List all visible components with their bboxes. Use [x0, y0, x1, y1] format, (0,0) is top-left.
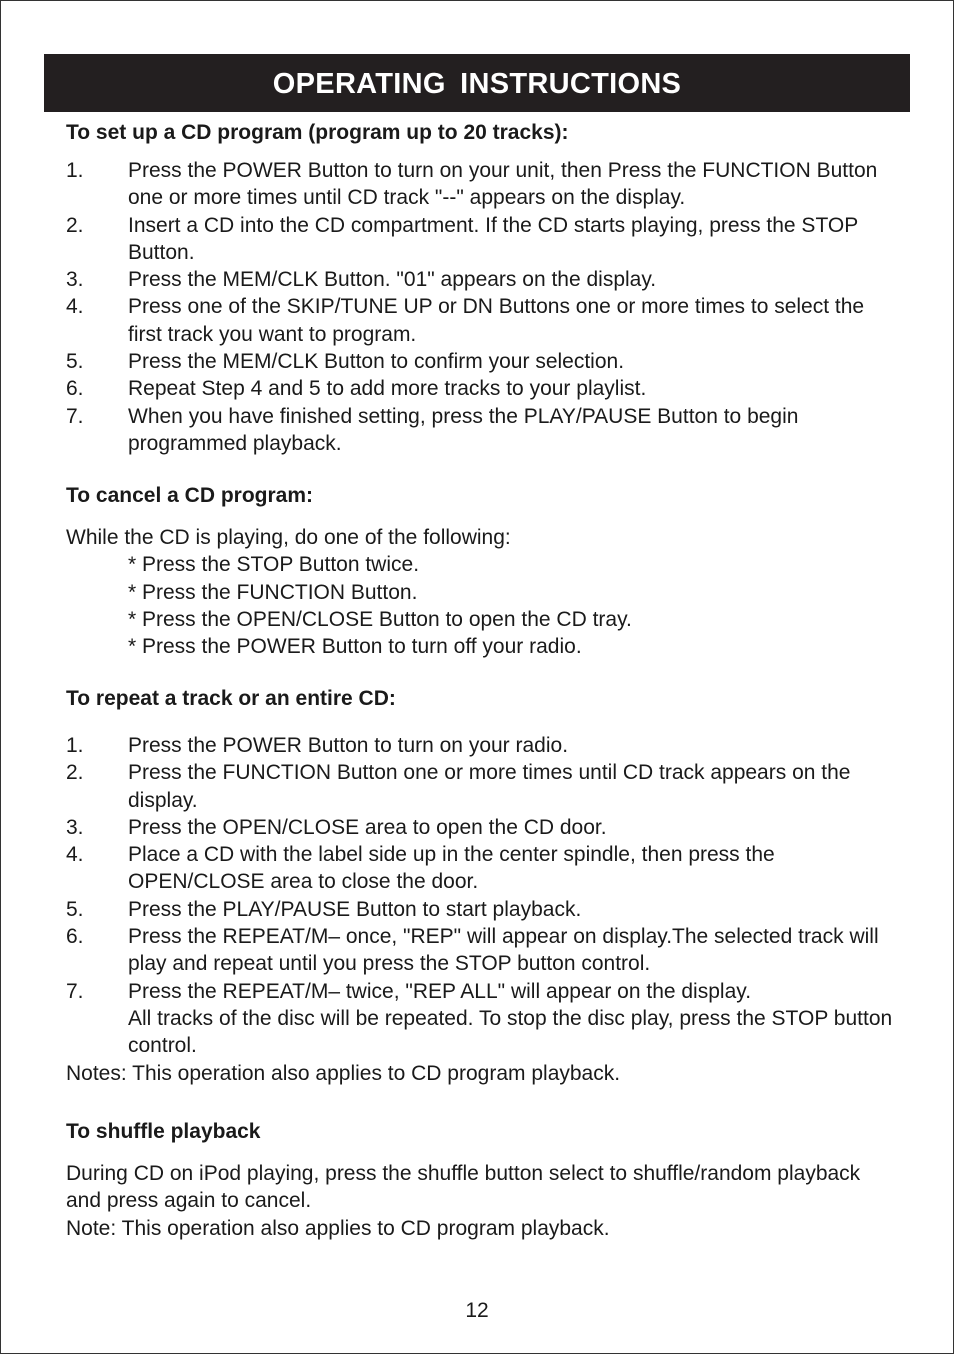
list-item: 4. Place a CD with the label side up in the center spindle, then press the OPEN/CLOSE area to close the door.	[66, 843, 775, 894]
list-item: 5. Press the PLAY/PAUSE Button to start playback.	[66, 897, 582, 921]
cancel-block	[66, 524, 896, 660]
list-item: 2. Press the FUNCTION Button one or more times until CD track appears on the display.	[66, 761, 851, 812]
cancel-intro: While the CD is playing, do one of the following:	[66, 526, 511, 549]
list-item: 1. Press the POWER Button to turn on your unit, then Press the FUNCTION Button one or more times until CD track "--" appears on the display.	[66, 159, 878, 210]
list-item: * Press the FUNCTION Button.	[128, 580, 418, 604]
list-item: 2. Insert a CD into the CD compartment. If the CD starts playing, press the STOP Button.	[66, 213, 858, 264]
shuffle-block	[66, 1160, 896, 1242]
list-item: 6. Repeat Step 4 and 5 to add more tracks to your playlist.	[66, 377, 647, 401]
list-item: * Press the OPEN/CLOSE Button to open the CD tray.	[128, 607, 632, 631]
list-item: 7. When you have finished setting, press the PLAY/PAUSE Button to begin programmed playback.	[66, 404, 799, 455]
program-steps	[66, 157, 896, 457]
shuffle-text: During CD on iPod playing, press the shuffle button select to shuffle/random playback and press again to cancel.	[66, 1162, 861, 1213]
list-item: 3. Press the MEM/CLK Button. "01" appears on the display.	[66, 268, 657, 292]
shuffle-heading: To shuffle playback	[66, 1120, 261, 1143]
shuffle-note: Note: This operation also applies to CD program playback.	[66, 1216, 610, 1240]
list-item: 4. Press one of the SKIP/TUNE UP or DN Buttons one or more times to select the first track you want to program.	[66, 295, 865, 346]
list-item: * Press the STOP Button twice.	[128, 553, 420, 577]
repeat-notes: Notes: This operation also applies to CD program playback.	[66, 1061, 621, 1085]
list-item: 3. Press the OPEN/CLOSE area to open the CD door.	[66, 815, 607, 839]
page-title-banner: OPERATING INSTRUCTIONS	[44, 54, 910, 112]
repeat-heading: To repeat a track or an entire CD:	[66, 687, 396, 710]
cancel-heading: To cancel a CD program:	[66, 484, 313, 507]
program-heading: To set up a CD program (program up to 20 tracks):	[66, 121, 569, 144]
repeat-step7-continuation: All tracks of the disc will be repeated. To stop the disc play, press the STOP button control.	[128, 1006, 893, 1058]
list-item: * Press the POWER Button to turn off your radio.	[128, 635, 582, 659]
list-item: 5. Press the MEM/CLK Button to confirm your selection.	[66, 350, 625, 374]
page-number: 12	[465, 1299, 489, 1322]
list-item: 7. Press the REPEAT/M– twice, "REP ALL" will appear on the display.	[66, 979, 752, 1003]
repeat-steps	[66, 732, 896, 1087]
list-item: 1. Press the POWER Button to turn on your radio.	[66, 734, 569, 757]
list-item: 6. Press the REPEAT/M– once, "REP" will appear on display.The selected track will play and repeat until you press the STOP button control.	[66, 925, 879, 976]
